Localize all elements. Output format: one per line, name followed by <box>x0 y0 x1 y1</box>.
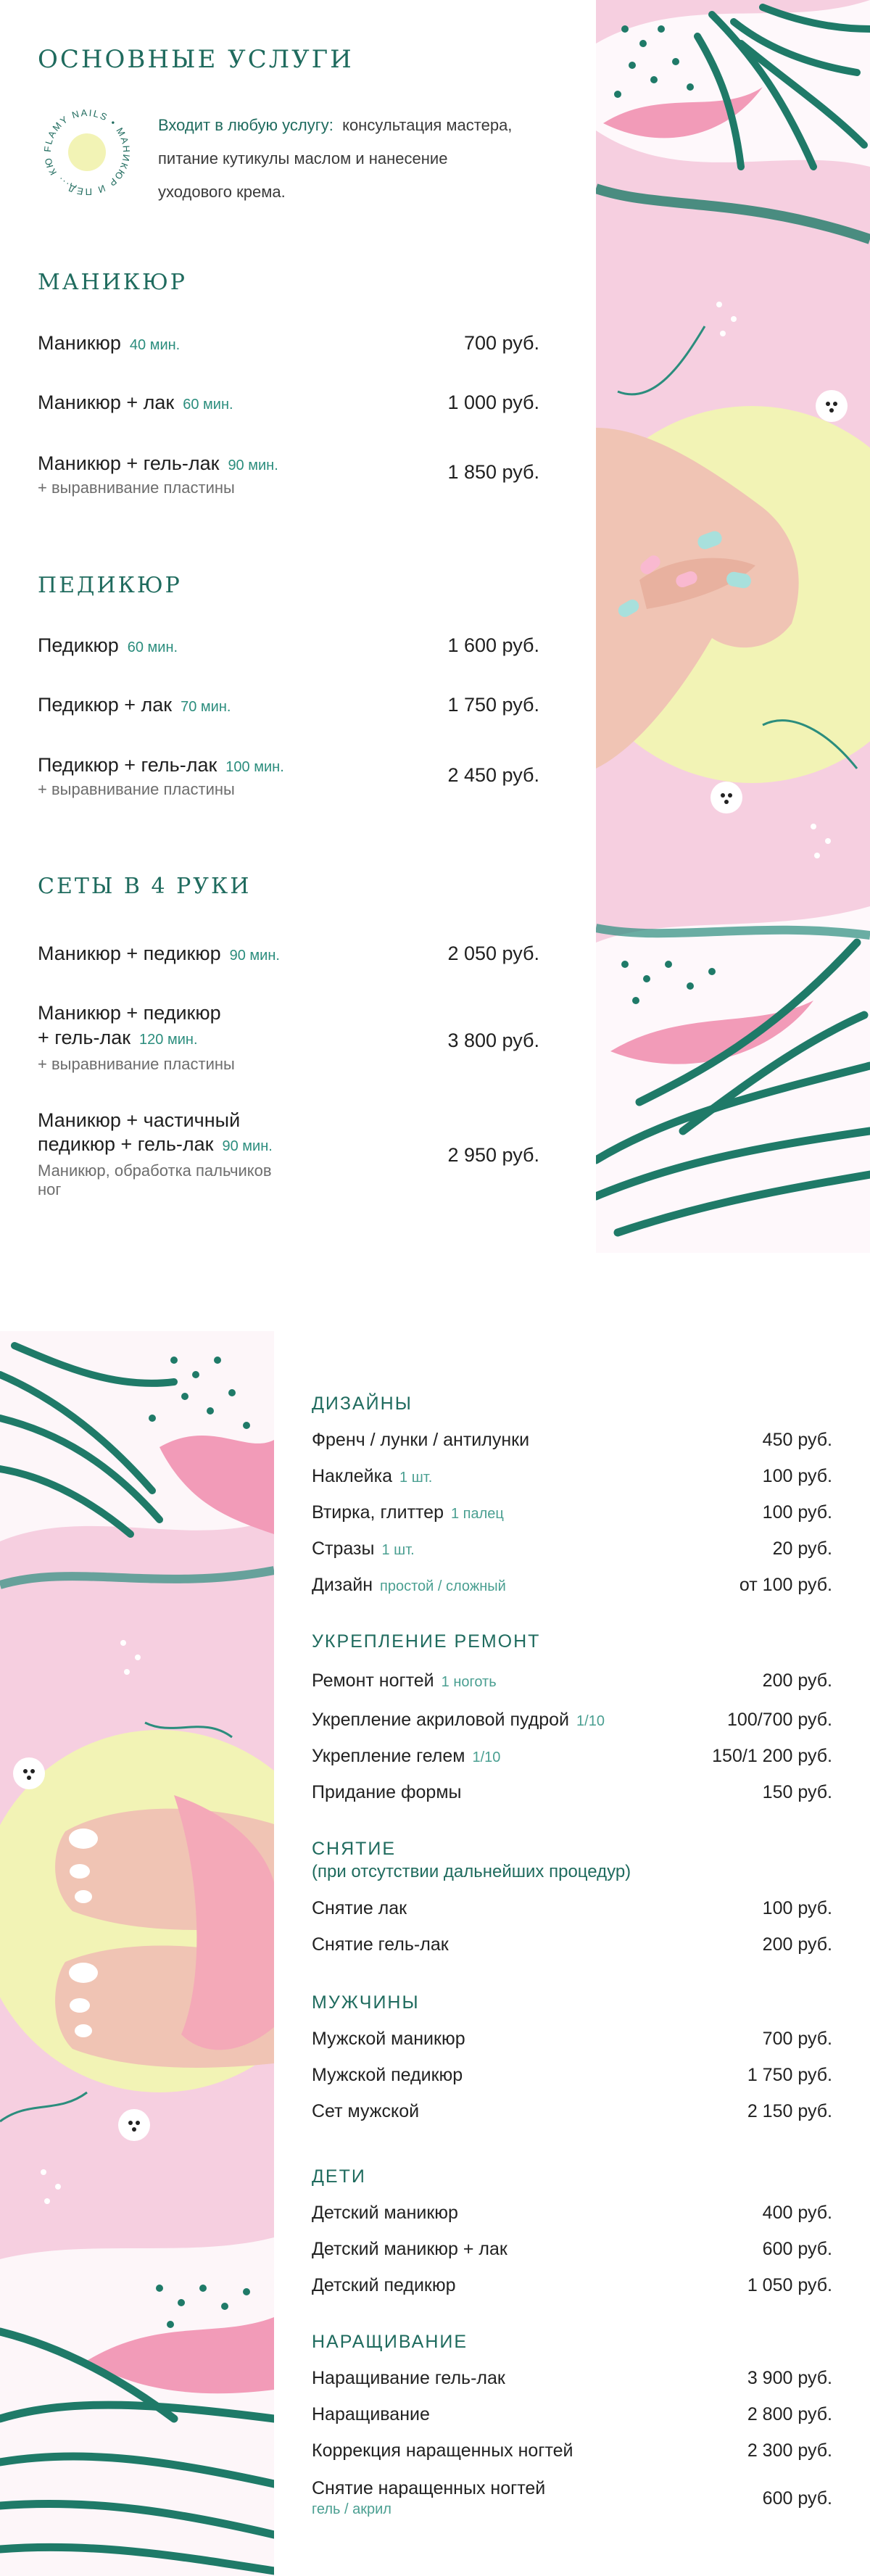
service-price: 400 руб. <box>762 2203 832 2223</box>
service-note: простой / сложный <box>380 1578 506 1594</box>
section-title-kids: ДЕТИ <box>312 2166 366 2187</box>
service-name: Маникюр + гель-лак 90 мин. <box>38 452 278 474</box>
service-name: Детский маникюр <box>312 2203 458 2223</box>
service-name: Коррекция наращенных ногтей <box>312 2440 573 2461</box>
service-price: 2 450 руб. <box>447 764 539 786</box>
service-name: Втирка, глиттер 1 палец <box>312 1502 504 1523</box>
service-duration: 120 мин. <box>139 1032 198 1048</box>
service-name: Френч / лунки / антилунки <box>312 1430 530 1450</box>
section-subtitle-removal: (при отсутствии дальнейших процедур) <box>312 1862 631 1881</box>
service-name: Снятие лак <box>312 1898 407 1918</box>
service-price: 1 600 руб. <box>447 634 539 656</box>
service-name: Педикюр + гель-лак 100 мин. <box>38 754 284 776</box>
service-name: Укрепление гелем 1/10 <box>312 1746 501 1766</box>
service-name: Стразы 1 шт. <box>312 1538 415 1559</box>
decorative-artwork-panel <box>596 0 870 1253</box>
service-name: Дизайн простой / сложный <box>312 1575 506 1595</box>
intro-line-1: консультация мастера, <box>342 116 513 134</box>
page-title: ОСНОВНЫЕ УСЛУГИ <box>38 45 354 74</box>
service-price: 1 000 руб. <box>447 392 539 413</box>
service-price: 2 950 руб. <box>447 1144 539 1166</box>
section-title-men: МУЖЧИНЫ <box>312 1992 420 2013</box>
service-subnote-line-2: ног <box>38 1180 62 1198</box>
service-note: 1 шт. <box>399 1470 433 1486</box>
intro-line-2: питание кутикулы маслом и нанесение <box>158 149 448 167</box>
service-price: 1 750 руб. <box>447 694 539 716</box>
service-subnote-line-1: Маникюр, обработка пальчиков <box>38 1161 272 1180</box>
service-note: 1/10 <box>472 1749 501 1765</box>
service-price: 3 900 руб. <box>747 2368 832 2388</box>
service-name-line-1: Маникюр + педикюр <box>38 1002 221 1024</box>
service-note: 1/10 <box>576 1713 605 1729</box>
service-name: Придание формы <box>312 1782 462 1802</box>
service-name: Педикюр 60 мин. <box>38 634 178 656</box>
service-note: 1 шт. <box>381 1542 415 1558</box>
service-name-line-1: Маникюр + частичный <box>38 1109 241 1131</box>
intro-line-3: уходового крема. <box>158 183 286 201</box>
service-name: Наклейка 1 шт. <box>312 1466 433 1486</box>
section-title-designs: ДИЗАЙНЫ <box>312 1393 413 1414</box>
service-name: Ремонт ногтей 1 ноготь <box>312 1670 497 1691</box>
service-duration: 90 мин. <box>228 457 278 473</box>
service-duration: 70 мин. <box>181 699 231 715</box>
service-name: Снятие наращенных ногтей <box>312 2478 546 2498</box>
service-price: 1 050 руб. <box>747 2275 832 2295</box>
service-name: Маникюр + педикюр 90 мин. <box>38 943 280 964</box>
service-price: 2 800 руб. <box>747 2404 832 2424</box>
service-note: 1 ноготь <box>441 1674 497 1690</box>
service-name: Маникюр + лак 60 мин. <box>38 392 233 413</box>
service-name: Снятие гель-лак <box>312 1934 449 1955</box>
service-name: Маникюр 40 мин. <box>38 332 181 354</box>
intro-lead: Входит в любую услугу: <box>158 116 334 134</box>
service-name: Сет мужской <box>312 2101 420 2121</box>
service-price: 100 руб. <box>762 1466 832 1486</box>
service-duration: 90 мин. <box>222 1138 273 1154</box>
service-price: 100 руб. <box>762 1502 832 1523</box>
section-title-repair: УКРЕПЛЕНИЕ РЕМОНТ <box>312 1631 541 1652</box>
service-price: 600 руб. <box>762 2239 832 2259</box>
service-name: Наращивание гель-лак <box>312 2368 505 2388</box>
service-price: 200 руб. <box>762 1670 832 1691</box>
intro-text <box>158 109 564 209</box>
service-price: 3 800 руб. <box>447 1030 539 1051</box>
decorative-artwork-panel-2 <box>0 1331 274 2576</box>
service-price: 150 руб. <box>762 1782 832 1802</box>
service-duration: 60 мин. <box>127 639 178 655</box>
section-title-pedicure: ПЕДИКЮР <box>38 573 182 598</box>
section-title-removal: СНЯТИЕ <box>312 1839 397 1859</box>
service-price: 150/1 200 руб. <box>712 1746 832 1766</box>
service-duration: 100 мин. <box>225 759 284 775</box>
section-title-sets: СЕТЫ В 4 РУКИ <box>38 874 252 899</box>
service-subnote: + выравнивание пластины <box>38 1055 235 1073</box>
service-name: Педикюр + лак 70 мин. <box>38 694 231 716</box>
service-price: 1 850 руб. <box>447 461 539 483</box>
service-subnote: + выравнивание пластины <box>38 479 235 497</box>
service-price: 20 руб. <box>772 1538 832 1559</box>
brand-badge-logo <box>36 102 138 203</box>
svg-text:FLAMY NAILS • МАНИКЮР И ПЕД...: FLAMY NAILS • МАНИКЮР И ПЕД... КЮ <box>41 107 133 198</box>
service-subnote: + выравнивание пластины <box>38 780 235 798</box>
service-price: 2 150 руб. <box>747 2101 832 2121</box>
service-name-line-2: + гель-лак 120 мин. <box>38 1027 198 1048</box>
service-name: Укрепление акриловой пудрой 1/10 <box>312 1710 605 1730</box>
service-duration: 60 мин. <box>183 397 233 413</box>
service-price: 450 руб. <box>762 1430 832 1450</box>
service-duration: 40 мин. <box>129 337 181 353</box>
service-price: 2 050 руб. <box>447 943 539 964</box>
service-name: Мужской маникюр <box>312 2029 465 2049</box>
section-title-extensions: НАРАЩИВАНИЕ <box>312 2332 468 2352</box>
service-price: от 100 руб. <box>739 1575 832 1595</box>
service-price: 100 руб. <box>762 1898 832 1918</box>
service-name: Наращивание <box>312 2404 430 2424</box>
service-price: 1 750 руб. <box>747 2065 832 2085</box>
service-price: 600 руб. <box>762 2488 832 2509</box>
service-price: 700 руб. <box>762 2029 832 2049</box>
service-price: 700 руб. <box>463 332 539 354</box>
service-name: Детский маникюр + лак <box>312 2239 508 2259</box>
section-title-manicure: МАНИКЮР <box>38 270 187 295</box>
service-name: Мужской педикюр <box>312 2065 463 2085</box>
service-price: 200 руб. <box>762 1934 832 1955</box>
service-name-line-2: педикюр + гель-лак 90 мин. <box>38 1133 273 1155</box>
service-note: 1 палец <box>451 1506 504 1522</box>
service-price: 100/700 руб. <box>727 1710 832 1730</box>
service-note: гель / акрил <box>312 2501 392 2517</box>
service-name: Детский педикюр <box>312 2275 456 2295</box>
service-duration: 90 мин. <box>229 948 280 964</box>
service-price: 2 300 руб. <box>747 2440 832 2461</box>
